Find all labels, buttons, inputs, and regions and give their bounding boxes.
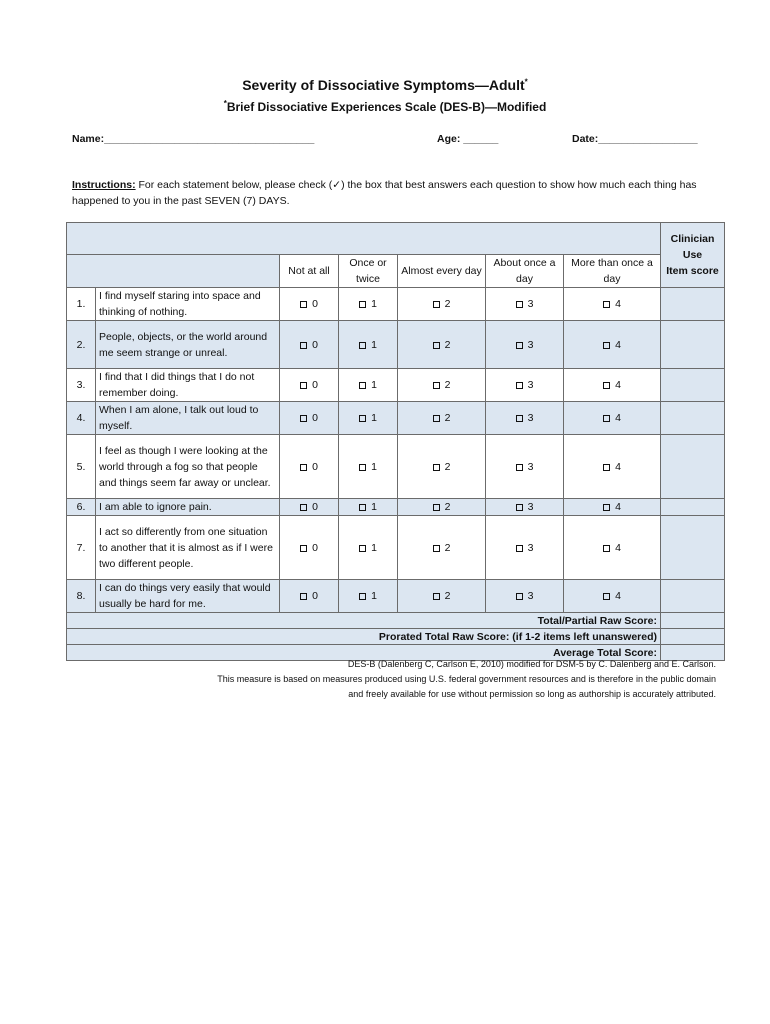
checkbox-icon[interactable] [300,342,307,349]
option-value: 3 [527,541,534,554]
checkbox-icon[interactable] [516,301,523,308]
option-value: 4 [615,379,621,391]
checkbox-icon[interactable] [516,464,523,471]
option-value: 4 [615,590,621,602]
option-value: 0 [312,460,318,473]
form-title [0,77,770,93]
table-row [67,321,725,369]
checkbox-icon[interactable] [516,545,523,552]
checkbox-icon[interactable] [359,415,366,422]
item-number: 7. [67,516,96,580]
average-label: Average Total Score: [67,645,661,661]
header-row-top [67,223,725,255]
option-value: 3 [527,460,534,473]
option-value: 2 [444,412,451,424]
response-option[interactable] [280,369,339,402]
checkbox-icon[interactable] [359,545,366,552]
option-value: 1 [371,460,377,473]
option-value: 0 [312,338,318,351]
response-option[interactable] [339,516,398,580]
checkbox-icon[interactable] [300,382,307,389]
option-value: 1 [371,298,377,310]
response-option[interactable] [398,580,486,613]
option-value: 0 [312,541,318,554]
name-field[interactable]: Name:____________________________________ [72,133,315,145]
response-option[interactable] [486,435,564,499]
option-value: 1 [371,541,377,554]
option-value: 2 [444,541,451,554]
checkbox-icon[interactable] [516,382,523,389]
response-option[interactable] [486,402,564,435]
response-option[interactable] [339,435,398,499]
response-option[interactable] [564,369,661,402]
response-option[interactable] [486,288,564,321]
response-option[interactable] [339,402,398,435]
option-value: 2 [444,338,451,351]
prorated-row [67,629,725,645]
subtitle-text: Brief Dissociative Experiences Scale (DES-B)—Modified [226,100,547,114]
option-value: 2 [444,460,451,473]
total-label: Total/Partial Raw Score: [67,613,661,629]
item-number: 6. [67,499,96,516]
checkbox-icon[interactable] [603,464,610,471]
prorated-score-cell[interactable] [661,629,725,645]
item-score-cell[interactable] [661,516,725,580]
response-option[interactable] [564,288,661,321]
response-option[interactable] [486,321,564,369]
instructions-label: Instructions: [72,179,136,191]
item-rows [67,288,725,613]
item-statement: I can do things very easily that would usually be hard for me. [96,580,280,613]
option-value: 3 [527,590,534,602]
footer-line: DES-B (Dalenberg C, Carlson E, 2010) modified for DSM-5 by C. Dalenberg and E. Carlson. [347,659,716,669]
checkbox-icon[interactable] [359,464,366,471]
option-value: 4 [615,338,621,351]
col-not-at-all: Not at all [280,255,339,288]
checkbox-icon[interactable] [603,342,610,349]
response-option[interactable] [339,580,398,613]
checkbox-icon[interactable] [300,415,307,422]
response-option[interactable] [280,321,339,369]
option-value: 3 [527,501,534,513]
item-number: 1. [67,288,96,321]
checkbox-icon[interactable] [516,504,523,511]
total-score-cell[interactable] [661,613,725,629]
item-score-cell[interactable] [661,580,725,613]
checkbox-icon[interactable] [300,545,307,552]
option-value: 0 [312,590,318,602]
response-option[interactable] [398,288,486,321]
age-field[interactable]: Age: ______ [437,133,499,145]
checkbox-icon[interactable] [433,545,440,552]
item-statement: People, objects, or the world around me seem strange or unreal. [96,321,280,369]
response-option[interactable] [564,402,661,435]
option-value: 4 [615,298,621,310]
clinician-use-label: Clinician Use [670,233,715,261]
option-value: 1 [371,338,377,351]
response-option[interactable] [398,369,486,402]
checkbox-icon[interactable] [433,415,440,422]
option-value: 2 [444,590,451,602]
form-subtitle [0,99,770,114]
response-option[interactable] [280,402,339,435]
checkbox-icon[interactable] [516,415,523,422]
instructions-text: For each statement below, please check (✓) the box that best answers each question to show how much each thing has happened to you in the past SEVEN (7) DAYS. [72,179,697,207]
item-score-cell[interactable] [661,435,725,499]
table-row [67,516,725,580]
response-option[interactable] [280,499,339,516]
checkbox-icon[interactable] [433,504,440,511]
checkbox-icon[interactable] [300,504,307,511]
option-value: 0 [312,412,318,424]
response-option[interactable] [486,499,564,516]
checkbox-icon[interactable] [300,464,307,471]
response-option[interactable] [398,321,486,369]
response-option[interactable] [564,580,661,613]
response-option[interactable] [339,321,398,369]
clinician-header [661,223,725,288]
response-option[interactable] [564,435,661,499]
option-value: 4 [615,501,621,513]
item-number: 2. [67,321,96,369]
checkbox-icon[interactable] [433,301,440,308]
checkbox-icon[interactable] [603,593,610,600]
table-row [67,499,725,516]
item-number: 8. [67,580,96,613]
item-statement: I feel as though I were looking at the world through a fog so that people and things seem far away or unclear. [96,435,280,499]
option-value: 4 [615,412,621,424]
item-score-cell[interactable] [661,402,725,435]
option-value: 0 [312,501,318,513]
checkbox-icon[interactable] [359,301,366,308]
checkbox-icon[interactable] [359,382,366,389]
title-text: Severity of Dissociative Symptoms—Adult [242,77,525,93]
option-value: 2 [444,501,451,513]
footer-citation [66,657,716,702]
response-option[interactable] [280,516,339,580]
option-value: 4 [615,460,621,473]
checkbox-icon[interactable] [603,415,610,422]
footer-line: This measure is based on measures produced using U.S. federal government resources and is therefore in the public domain [217,674,716,684]
checkbox-icon[interactable] [516,593,523,600]
response-option[interactable] [486,580,564,613]
subtitle-footnote-mark: * [223,99,227,108]
checkbox-icon[interactable] [603,545,610,552]
col-more-than-once-a-day: More than once a day [564,255,661,288]
item-statement: I act so differently from one situation to another that it is almost as if I were two different people. [96,516,280,580]
symptom-table [66,222,725,661]
option-value: 1 [371,501,377,513]
response-option[interactable] [486,516,564,580]
item-score-cell[interactable] [661,288,725,321]
response-option[interactable] [398,516,486,580]
option-value: 4 [615,541,621,554]
response-option[interactable] [339,499,398,516]
response-option[interactable] [398,499,486,516]
table-row [67,435,725,499]
option-value: 2 [444,379,451,391]
checkbox-icon[interactable] [433,382,440,389]
option-value: 2 [444,298,451,310]
response-option[interactable] [339,369,398,402]
checkbox-icon[interactable] [359,593,366,600]
option-value: 0 [312,298,318,310]
item-score-cell[interactable] [661,369,725,402]
response-option[interactable] [564,516,661,580]
col-almost-every-day: Almost every day [398,255,486,288]
item-statement: I find myself staring into space and thinking of nothing. [96,288,280,321]
checkbox-icon[interactable] [603,504,610,511]
header-top-cell [67,223,661,255]
header-blank-cell [67,255,280,288]
response-option[interactable] [280,580,339,613]
response-option[interactable] [564,321,661,369]
option-value: 0 [312,379,318,391]
item-score-label: Item score [666,265,719,277]
checkbox-icon[interactable] [433,593,440,600]
checkbox-icon[interactable] [433,342,440,349]
checkbox-icon[interactable] [359,504,366,511]
option-value: 1 [371,412,377,424]
response-option[interactable] [398,435,486,499]
table-row [67,402,725,435]
col-once-or-twice: Once or twice [339,255,398,288]
table-row [67,369,725,402]
checkbox-icon[interactable] [603,382,610,389]
checkbox-icon[interactable] [300,301,307,308]
option-value: 3 [527,338,534,351]
response-option[interactable] [486,369,564,402]
title-footnote-mark: * [524,77,528,87]
option-value: 3 [527,298,534,310]
option-value: 3 [527,379,534,391]
col-about-once-a-day: About once a day [486,255,564,288]
checkbox-icon[interactable] [433,464,440,471]
checkbox-icon[interactable] [300,593,307,600]
response-option[interactable] [564,499,661,516]
response-option[interactable] [339,288,398,321]
item-number: 4. [67,402,96,435]
option-value: 1 [371,379,377,391]
instructions [72,177,722,209]
item-number: 3. [67,369,96,402]
date-field[interactable]: Date:_________________ [572,133,698,145]
item-score-cell[interactable] [661,321,725,369]
checkbox-icon[interactable] [516,342,523,349]
footer-line: and freely available for use without permission so long as authorship is accurately attributed. [348,689,716,699]
option-value: 3 [527,412,534,424]
table-row [67,580,725,613]
prorated-label: Prorated Total Raw Score: (if 1-2 items left unanswered) [67,629,661,645]
response-option[interactable] [280,435,339,499]
item-statement: I am able to ignore pain. [96,499,280,516]
item-statement: When I am alone, I talk out loud to myself. [96,402,280,435]
header-row-columns [67,255,725,288]
response-option[interactable] [398,402,486,435]
option-value: 1 [371,590,377,602]
item-score-cell[interactable] [661,499,725,516]
checkbox-icon[interactable] [359,342,366,349]
checkbox-icon[interactable] [603,301,610,308]
response-option[interactable] [280,288,339,321]
item-number: 5. [67,435,96,499]
table-row [67,288,725,321]
total-row [67,613,725,629]
item-statement: I find that I did things that I do not remember doing. [96,369,280,402]
